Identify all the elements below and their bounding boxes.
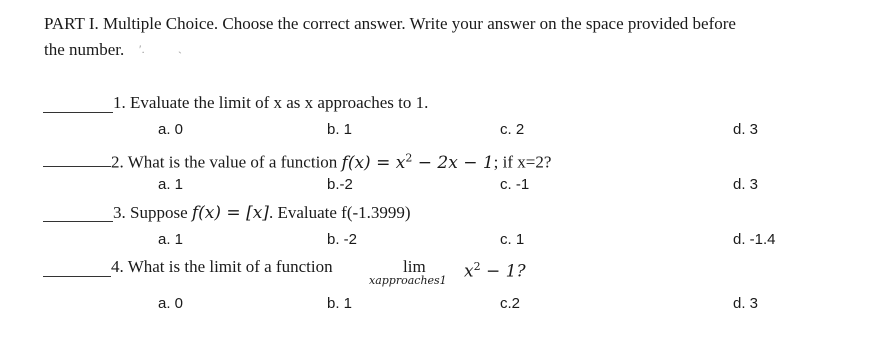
choice-4d: d. 3	[733, 295, 759, 312]
question-4-prefix: 4. What is the limit of a function	[111, 257, 333, 276]
choice-3d: d. -1.4	[733, 231, 776, 248]
question-2-function: $f(x) = x^2 - 2x - 1$	[341, 151, 494, 173]
choice-1d: d. 3	[733, 121, 759, 138]
instructions-line-2: the number.	[44, 40, 125, 59]
question-3-prefix: 3. Suppose	[113, 203, 192, 222]
question-3	[113, 203, 411, 223]
choice-1a: a. 0	[158, 121, 184, 138]
choice-4a: a. 0	[158, 295, 184, 312]
choice-1c: c. 2	[500, 121, 525, 138]
choice-3a: a. 1	[158, 231, 184, 248]
instructions-line-1: PART I. Multiple Choice. Choose the correct answer. Write your answer on the space provided before	[44, 14, 736, 33]
question-2-prefix: 2. What is the value of a function	[111, 152, 342, 172]
choice-3c: c. 1	[500, 231, 525, 248]
question-4-lim: lim	[403, 257, 426, 276]
choice-4b: b. 1	[327, 295, 353, 312]
question-2-suffix: ; if x=2?	[493, 152, 552, 172]
choice-3b: b. -2	[327, 231, 358, 248]
choice-4c: c.2	[500, 295, 521, 312]
choice-2d: d. 3	[733, 176, 759, 193]
choice-1b: b. 1	[327, 121, 353, 138]
answer-blank-2[interactable]	[43, 166, 111, 167]
question-1: 1. Evaluate the limit of x as x approaches to 1.	[113, 93, 429, 112]
question-3-function: f(x) = [x]	[191, 203, 269, 223]
choice-2a: a. 1	[158, 176, 184, 193]
choice-2c: c. -1	[500, 176, 530, 193]
question-3-suffix: . Evaluate f(-1.3999)	[268, 203, 411, 222]
choice-2b: b.-2	[327, 176, 353, 193]
question-4-function: $x^2 - 1$?	[464, 260, 526, 282]
question-4-lim-subscript: xapproaches1	[369, 274, 447, 287]
stray-mark-1: ′.	[139, 42, 145, 56]
answer-blank-4[interactable]	[43, 276, 111, 277]
answer-blank-1[interactable]	[43, 112, 113, 113]
stray-mark-2: ˎ	[178, 40, 182, 54]
answer-blank-3[interactable]	[43, 221, 113, 222]
question-2	[111, 148, 551, 173]
